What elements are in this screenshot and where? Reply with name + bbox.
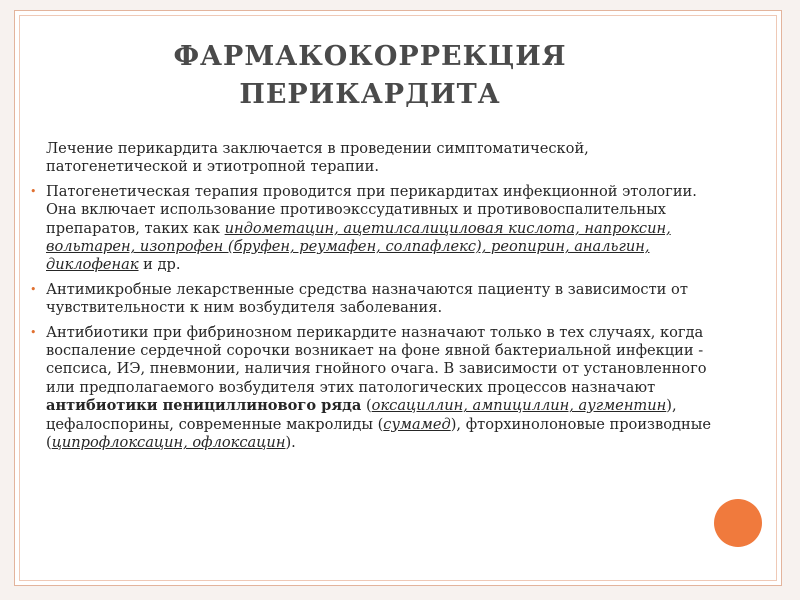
paragraph-antimicrobial bbox=[28, 281, 718, 318]
antibiotics-macrolides: сумамед bbox=[383, 415, 451, 433]
pathogenetic-drugs: индометацин, ацетилсалициловая кислота, напроксин, вольтарен, изопрофен (бруфен, реумафен, солпафлекс), реопирин, анальгин, диклофенак bbox=[46, 219, 671, 274]
slide-body bbox=[28, 140, 718, 459]
decorative-circle-icon bbox=[714, 499, 762, 547]
antibiotics-penicillins: оксациллин, ампициллин, аугментин bbox=[371, 397, 667, 415]
paragraph-intro bbox=[28, 140, 718, 177]
pathogenetic-text: Патогенетическая терапия проводится при перикардитах инфекционной этологии. Она включает использование противоэкссудативных и противовоспалительных препаратов, таких как bbox=[46, 182, 697, 237]
slide-title-line-2: ПЕРИКАРДИТА bbox=[239, 79, 501, 110]
antibiotics-open-paren: ( bbox=[361, 397, 372, 415]
antibiotics-penicillin-class: антибиотики пенициллинового ряда bbox=[46, 397, 362, 415]
pathogenetic-end: и др. bbox=[138, 256, 181, 274]
antibiotics-end: ). bbox=[285, 434, 296, 452]
antibiotics-mid-1: ), цефалоспорины, современные макролиды ( bbox=[46, 397, 677, 433]
antibiotics-mid-2: ), фторхинолоновые производные ( bbox=[46, 415, 711, 452]
bullet-icon: • bbox=[30, 282, 37, 296]
paragraph-antibiotics bbox=[28, 324, 718, 453]
slide-title bbox=[60, 38, 680, 114]
antibiotics-text: Антибиотики при фибринозном перикардите назначают только в тех случаях, когда воспаление сердечной сорочки возникает на фоне явной бактериальной инфекции - сепсиса, ИЭ, пневмонии, наличия гнойного очага. В зависимости от установленного или предполагаемого возбудителя этих патологических процессов назначают bbox=[46, 323, 707, 396]
slide-title-line-1: ФАРМАКОКОРРЕКЦИЯ bbox=[173, 41, 567, 72]
antibiotics-fluoroquinolones: ципрофлоксацин, офлоксацин bbox=[51, 434, 286, 452]
antimicrobial-text: Антимикробные лекарственные средства назначаются пациенту в зависимости от чувствительности к ним возбудителя заболевания. bbox=[46, 280, 688, 317]
bullet-icon: • bbox=[30, 325, 37, 339]
bullet-icon: • bbox=[30, 184, 37, 198]
paragraph-intro-text: Лечение перикардита заключается в проведении симптоматической, патогенетической и этиотропной терапии. bbox=[46, 140, 589, 176]
paragraph-pathogenetic bbox=[28, 183, 718, 275]
